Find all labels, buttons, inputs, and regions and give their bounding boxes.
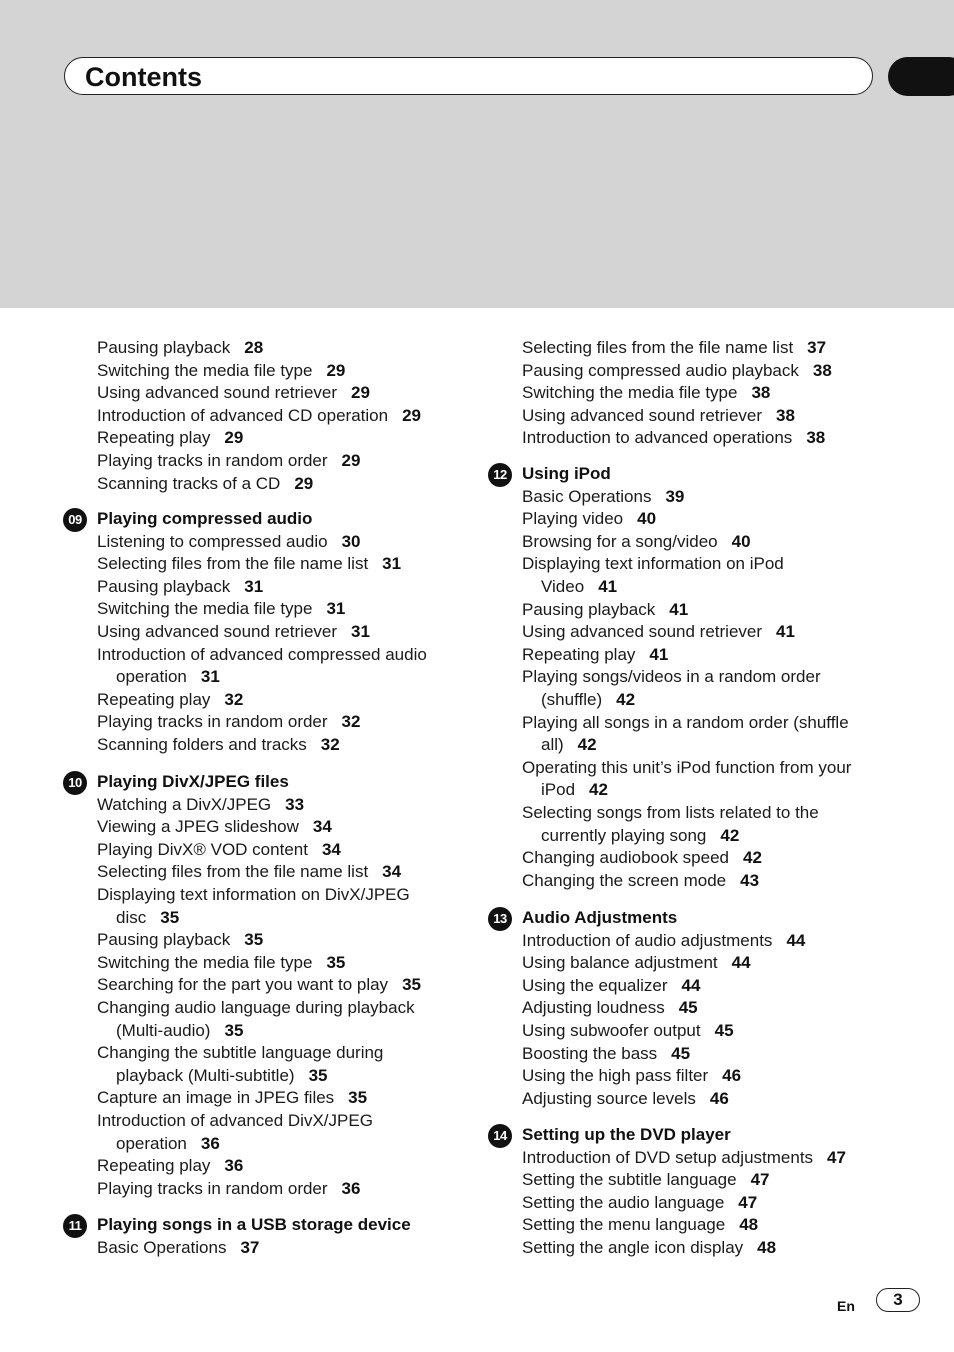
section-title-text: Playing compressed audio — [97, 509, 313, 528]
section-heading[interactable] — [488, 1124, 731, 1146]
toc-entry[interactable] — [488, 757, 851, 779]
toc-entry-text: Selecting songs from lists related to the — [522, 803, 819, 822]
toc-entry-page: 35 — [326, 952, 346, 972]
toc-entry-text: Switching the media file type — [97, 952, 313, 972]
toc-entry-page: 47 — [827, 1147, 846, 1167]
toc-entry-page: 42 — [577, 735, 597, 755]
toc-entry-page: 44 — [681, 975, 701, 995]
toc-entry-text: Basic Operations — [522, 486, 652, 506]
toc-entry-page: 29 — [402, 405, 421, 425]
toc-entry[interactable] — [63, 734, 340, 756]
toc-entry-text: Introduction to advanced operations — [522, 428, 793, 448]
toc-entry-text: Pausing compressed audio playback — [522, 360, 799, 380]
toc-entry-text: iPod — [541, 780, 576, 800]
toc-entry-text: Pausing playback — [522, 599, 656, 619]
toc-entry-text: operation — [116, 1133, 187, 1153]
toc-entry-text: Pausing playback — [97, 930, 231, 950]
toc-entry-page: 35 — [160, 907, 180, 927]
toc-entry[interactable] — [63, 360, 345, 382]
toc-entry-text: playback (Multi-subtitle) — [116, 1065, 295, 1085]
section-title-text: Audio Adjustments — [522, 908, 678, 927]
toc-entry[interactable] — [63, 711, 360, 733]
toc-entry[interactable] — [63, 1020, 243, 1042]
toc-entry-text: Repeating play — [522, 644, 636, 664]
toc-entry[interactable] — [488, 1192, 757, 1214]
toc-entry[interactable] — [63, 427, 243, 449]
toc-entry-text: currently playing song — [541, 825, 707, 845]
toc-entry[interactable] — [488, 802, 819, 824]
toc-entry[interactable] — [63, 1178, 360, 1200]
toc-entry[interactable] — [488, 825, 739, 847]
toc-entry[interactable] — [488, 997, 698, 1019]
section-heading[interactable] — [488, 463, 611, 485]
section-title-text: Playing songs in a USB storage device — [97, 1215, 411, 1234]
toc-entry-text: Using the high pass filter — [522, 1066, 709, 1086]
toc-entry-page: 43 — [740, 870, 760, 890]
toc-entry-page: 38 — [751, 383, 771, 403]
toc-entry-text: Scanning folders and tracks — [97, 735, 307, 754]
toc-entry[interactable] — [63, 952, 345, 974]
toc-entry-text: Adjusting source levels — [522, 1088, 696, 1108]
toc-entry-page: 41 — [649, 644, 669, 664]
toc-entry-page: 31 — [351, 622, 370, 641]
toc-entry-text: Using advanced sound retriever — [522, 405, 763, 425]
toc-entry[interactable] — [63, 598, 345, 620]
toc-entry[interactable] — [63, 405, 421, 427]
toc-entry-text: Setting the audio language — [522, 1192, 725, 1212]
toc-entry-page: 29 — [341, 451, 361, 470]
toc-entry[interactable] — [63, 1110, 373, 1132]
toc-entry-page: 34 — [382, 862, 402, 882]
toc-entry-page: 45 — [678, 998, 698, 1018]
toc-entry[interactable] — [488, 1020, 734, 1042]
toc-entry-page: 30 — [341, 531, 361, 551]
toc-entry[interactable] — [63, 689, 243, 711]
toc-entry-page: 35 — [402, 975, 421, 995]
toc-entry-text: Listening to compressed audio — [97, 531, 328, 551]
toc-entry-page: 46 — [709, 1088, 729, 1108]
toc-entry-page: 32 — [320, 735, 340, 754]
toc-entry-page: 40 — [731, 531, 751, 551]
toc-entry-text: Switching the media file type — [522, 383, 738, 403]
toc-entry-text: Pausing playback — [97, 338, 231, 357]
toc-entry-text: Displaying text information on DivX/JPEG — [97, 885, 410, 904]
toc-entry-page: 45 — [714, 1021, 734, 1040]
toc-entry-text: Playing video — [522, 509, 624, 529]
toc-entry[interactable] — [488, 621, 795, 643]
toc-entry[interactable] — [63, 907, 179, 929]
toc-entry-text: Changing the screen mode — [522, 870, 727, 890]
toc-entry[interactable] — [63, 553, 401, 575]
toc-entry-text: Playing tracks in random order — [97, 1178, 328, 1198]
section-number-badge: 13 — [488, 907, 512, 931]
toc-entry-page: 38 — [812, 360, 832, 380]
toc-entry[interactable] — [488, 870, 759, 892]
toc-entry-page: 32 — [224, 689, 244, 709]
toc-entry-text: operation — [116, 667, 187, 687]
toc-entry-text: Selecting files from the file name list — [97, 554, 369, 574]
toc-entry[interactable] — [63, 1065, 327, 1087]
toc-entry-text: Operating this unit’s iPod function from your — [522, 757, 852, 777]
toc-entry[interactable] — [63, 1237, 259, 1259]
toc-entry-text: Switching the media file type — [97, 360, 313, 380]
toc-entry-page: 29 — [326, 360, 346, 380]
toc-entry-text: Changing audio language during playback — [97, 998, 415, 1017]
toc-entry-text: Playing all songs in a random order (shuffle — [522, 712, 849, 732]
toc-entry-text: Displaying text information on iPod — [522, 554, 784, 574]
toc-entry-text: Changing the subtitle language during — [97, 1043, 384, 1063]
toc-entry-text: Repeating play — [97, 428, 211, 448]
toc-entry[interactable] — [488, 553, 784, 575]
toc-entry-page: 37 — [807, 338, 827, 357]
toc-entry[interactable] — [63, 884, 410, 906]
toc-entry-text: Pausing playback — [97, 576, 231, 596]
toc-entry-text: Using balance adjustment — [522, 953, 718, 973]
toc-entry-text: Playing songs/videos in a random order — [522, 667, 821, 687]
toc-entry[interactable] — [63, 337, 263, 359]
toc-entry-page: 31 — [244, 576, 264, 596]
toc-entry[interactable] — [63, 473, 313, 495]
toc-entry[interactable] — [488, 666, 821, 688]
toc-entry[interactable] — [63, 929, 263, 951]
toc-entry[interactable] — [488, 508, 656, 530]
toc-entry-text: Searching for the part you want to play — [97, 975, 389, 995]
toc-entry-text: Repeating play — [97, 689, 211, 709]
toc-entry-page: 47 — [750, 1170, 770, 1190]
toc-entry[interactable] — [488, 576, 617, 598]
toc-entry-page: 42 — [616, 690, 636, 709]
toc-entry[interactable] — [488, 734, 597, 756]
toc-entry-page: 31 — [200, 667, 220, 687]
toc-entry-text: Introduction of advanced CD operation — [97, 405, 389, 425]
toc-entry-page: 35 — [224, 1020, 244, 1040]
toc-entry-page: 44 — [786, 930, 806, 950]
section-number-badge: 14 — [488, 1124, 512, 1148]
toc-entry-page: 34 — [312, 817, 332, 837]
toc-entry-text: disc — [116, 907, 147, 927]
toc-entry[interactable] — [488, 847, 762, 869]
toc-entry[interactable] — [488, 1237, 776, 1259]
section-number-badge: 11 — [63, 1214, 87, 1238]
toc-entry[interactable] — [488, 1147, 846, 1169]
toc-entry-text: (Multi-audio) — [116, 1020, 211, 1040]
toc-entry-text: Using the equalizer — [522, 975, 668, 995]
toc-entry-page: 29 — [224, 428, 244, 448]
page-title: Contents — [85, 62, 202, 92]
toc-entry-text: Setting the menu language — [522, 1215, 726, 1235]
toc-entry[interactable] — [488, 360, 832, 382]
toc-entry-text: Using advanced sound retriever — [97, 622, 338, 641]
toc-entry-page: 28 — [244, 338, 264, 357]
toc-entry-page: 36 — [341, 1178, 361, 1198]
header-band — [0, 0, 954, 308]
toc-entry[interactable] — [488, 689, 635, 711]
toc-entry[interactable] — [488, 930, 805, 952]
section-number-badge: 09 — [63, 508, 87, 532]
toc-entry-page: 35 — [348, 1088, 368, 1108]
section-heading[interactable] — [63, 771, 289, 793]
toc-entry-text: Playing tracks in random order — [97, 451, 328, 470]
section-number-badge: 12 — [488, 463, 512, 487]
toc-entry-page: 33 — [285, 794, 305, 814]
toc-entry-text: Playing tracks in random order — [97, 712, 328, 732]
toc-entry-page: 36 — [224, 1156, 244, 1176]
toc-entry-text: Video — [541, 577, 585, 596]
toc-entry[interactable] — [63, 382, 370, 404]
toc-entry-text: Introduction of advanced compressed audio — [97, 644, 427, 664]
toc-entry-text: Using advanced sound retriever — [522, 622, 763, 642]
toc-entry-page: 31 — [326, 599, 346, 619]
toc-entry-text: Selecting files from the file name list — [97, 862, 369, 882]
toc-entry[interactable] — [488, 975, 700, 997]
language-label: En — [837, 1298, 855, 1314]
toc-entry[interactable] — [488, 405, 795, 427]
toc-entry[interactable] — [63, 576, 263, 598]
toc-entry-page: 35 — [308, 1065, 328, 1085]
toc-entry-page: 37 — [240, 1237, 260, 1257]
toc-entry-page: 35 — [244, 930, 264, 950]
toc-entry-text: Introduction of DVD setup adjustments — [522, 1147, 814, 1167]
toc-entry[interactable] — [488, 1214, 758, 1236]
toc-entry[interactable] — [63, 997, 415, 1019]
toc-entry-page: 41 — [598, 577, 618, 596]
toc-entry-text: Viewing a JPEG slideshow — [97, 817, 299, 837]
toc-entry[interactable] — [63, 974, 421, 996]
toc-entry-page: 40 — [637, 509, 657, 529]
toc-entry-text: Scanning tracks of a CD — [97, 473, 281, 493]
toc-entry-text: Switching the media file type — [97, 599, 313, 619]
toc-entry-page: 31 — [382, 554, 402, 574]
toc-entry-text: Boosting the bass — [522, 1043, 658, 1063]
toc-entry-text: Using subwoofer output — [522, 1021, 701, 1040]
section-number-badge: 10 — [63, 771, 87, 795]
toc-entry-text: Repeating play — [97, 1156, 211, 1176]
toc-entry[interactable] — [488, 337, 826, 359]
toc-entry[interactable] — [63, 644, 427, 666]
toc-entry[interactable] — [488, 531, 751, 553]
toc-entry[interactable] — [488, 599, 688, 621]
page-number: 3 — [876, 1288, 920, 1312]
toc-entry[interactable] — [488, 1088, 729, 1110]
toc-entry-page: 32 — [341, 712, 361, 732]
toc-entry-text: Using advanced sound retriever — [97, 383, 338, 403]
toc-entry[interactable] — [488, 779, 608, 801]
toc-entry[interactable] — [488, 1065, 741, 1087]
toc-entry[interactable] — [63, 1087, 367, 1109]
toc-entry[interactable] — [488, 382, 770, 404]
toc-entry[interactable] — [488, 952, 751, 974]
section-title-text: Playing DivX/JPEG files — [97, 772, 289, 791]
toc-entry[interactable] — [63, 816, 332, 838]
section-tab — [888, 57, 954, 96]
toc-entry[interactable] — [63, 621, 370, 643]
toc-entry-text: Playing DivX® VOD content — [97, 839, 308, 859]
toc-entry-page: 47 — [738, 1192, 758, 1212]
toc-entry-page: 42 — [589, 780, 608, 800]
toc-entry[interactable] — [63, 1155, 243, 1177]
toc-entry-text: Changing audiobook speed — [522, 848, 730, 868]
toc-entry-page: 42 — [720, 825, 740, 845]
toc-entry-page: 45 — [671, 1043, 691, 1063]
toc-entry[interactable] — [63, 861, 401, 883]
toc-entry-page: 48 — [757, 1238, 777, 1257]
toc-entry-page: 29 — [294, 473, 314, 493]
toc-entry-text: Basic Operations — [97, 1237, 227, 1257]
toc-entry[interactable] — [488, 712, 849, 734]
toc-entry-text: Introduction of audio adjustments — [522, 930, 773, 950]
toc-entry[interactable] — [488, 1043, 690, 1065]
toc-entry[interactable] — [63, 531, 361, 553]
toc-entry-text: Adjusting loudness — [522, 998, 665, 1018]
section-title-text: Setting up the DVD player — [522, 1125, 731, 1144]
toc-entry-page: 46 — [722, 1066, 742, 1086]
toc-entry[interactable] — [63, 1042, 383, 1064]
toc-entry-page: 29 — [351, 383, 370, 403]
toc-entry[interactable] — [63, 450, 360, 472]
toc-entry-text: Setting the subtitle language — [522, 1170, 737, 1190]
section-heading[interactable] — [63, 508, 312, 530]
toc-entry-text: Watching a DivX/JPEG — [97, 794, 272, 814]
toc-entry-text: Introduction of advanced DivX/JPEG — [97, 1111, 373, 1130]
toc-entry[interactable] — [63, 1133, 220, 1155]
toc-entry-page: 44 — [731, 953, 751, 973]
toc-entry-page: 39 — [665, 486, 685, 506]
toc-entry-page: 38 — [776, 405, 795, 425]
toc-entry[interactable] — [63, 839, 341, 861]
toc-entry-page: 41 — [776, 622, 795, 642]
toc-entry[interactable] — [63, 794, 304, 816]
toc-entry[interactable] — [488, 1169, 769, 1191]
section-heading[interactable] — [63, 1214, 411, 1236]
toc-entry-text: Selecting files from the file name list — [522, 338, 794, 357]
section-title-text: Using iPod — [522, 464, 611, 483]
title-box — [64, 57, 873, 95]
toc-entry-text: Setting the angle icon display — [522, 1238, 744, 1257]
toc-entry-page: 42 — [743, 848, 762, 868]
toc-entry[interactable] — [488, 644, 668, 666]
toc-entry-page: 48 — [739, 1215, 759, 1235]
toc-entry-page: 41 — [669, 599, 689, 619]
toc-entry-text: Capture an image in JPEG files — [97, 1088, 335, 1108]
toc-entry-text: Browsing for a song/video — [522, 531, 718, 551]
toc-entry-page: 34 — [321, 839, 341, 859]
toc-entry[interactable] — [488, 486, 684, 508]
toc-entry-page: 36 — [200, 1133, 220, 1153]
toc-entry[interactable] — [488, 427, 825, 449]
toc-entry-text: (shuffle) — [541, 690, 603, 709]
toc-entry[interactable] — [63, 666, 220, 688]
toc-entry-text: all) — [541, 735, 564, 755]
toc-entry-page: 38 — [806, 428, 826, 448]
section-heading[interactable] — [488, 907, 677, 929]
